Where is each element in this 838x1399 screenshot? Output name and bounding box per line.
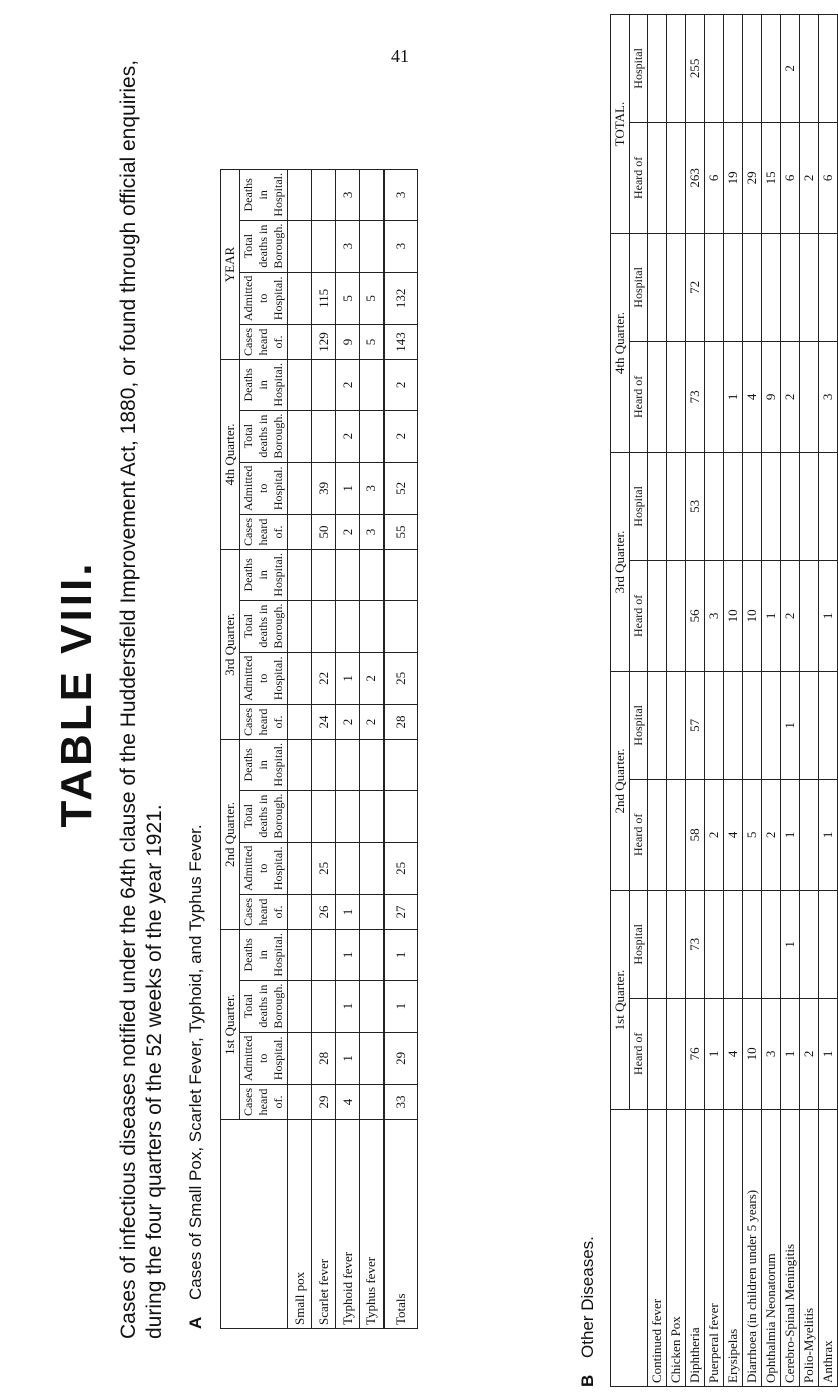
b-group-4: TOTAL. — [611, 15, 630, 234]
table-cell — [667, 779, 686, 890]
table-cell — [360, 600, 384, 652]
table-cell: 5 — [360, 272, 384, 324]
table-cell — [648, 560, 667, 671]
b-group-3: 4th Quarter. — [611, 234, 630, 453]
table-cell — [288, 842, 312, 894]
table-cell — [648, 234, 667, 342]
table-cell: 1 — [384, 930, 418, 981]
table-cell: 25 — [312, 842, 336, 894]
table-cell — [360, 170, 384, 221]
table-cell: 39 — [312, 462, 336, 514]
table-cell: 1 — [336, 462, 360, 514]
row-label: Puerperal fever — [705, 1110, 724, 1387]
table-row — [705, 15, 724, 1387]
a-column-0-0: Cases heard of. — [240, 1085, 288, 1120]
table-cell — [288, 220, 312, 272]
table-cell — [360, 842, 384, 894]
table-cell: 27 — [384, 895, 418, 930]
section-a-label — [186, 824, 206, 1329]
table-cell: 255 — [686, 15, 705, 123]
table-row — [312, 170, 336, 1329]
table-cell — [288, 895, 312, 930]
table-cell: 25 — [384, 842, 418, 894]
a-column-3-3: Deaths in Hospital. — [240, 360, 288, 411]
table-cell: 58 — [686, 779, 705, 890]
table-a-group-header — [221, 170, 240, 1329]
table-cell — [800, 891, 819, 999]
table-cell: 53 — [686, 453, 705, 561]
row-label: Ophthalmia Neonatorum — [762, 1110, 781, 1387]
table-cell: 2 — [360, 652, 384, 704]
table-cell — [724, 672, 743, 780]
table-cell — [288, 360, 312, 411]
table-cell — [800, 341, 819, 452]
table-cell — [743, 234, 762, 342]
table-cell — [336, 740, 360, 791]
table-cell: 2 — [384, 360, 418, 411]
page-number: 41 — [391, 46, 409, 66]
table-cell: 9 — [336, 325, 360, 360]
table-cell — [288, 790, 312, 842]
b-column-2-0: Heard of — [630, 560, 648, 671]
table-cell: 2 — [800, 998, 819, 1109]
heading — [52, 49, 168, 1339]
table-cell — [705, 891, 724, 999]
table-cell — [667, 341, 686, 452]
table-cell — [800, 779, 819, 890]
table-cell — [312, 980, 336, 1032]
b-column-4-1: Hospital — [630, 15, 648, 123]
table-cell — [705, 15, 724, 123]
table-cell — [667, 122, 686, 233]
table-cell — [762, 234, 781, 342]
table-row — [648, 15, 667, 1387]
table-cell: 5 — [360, 325, 384, 360]
table-cell — [705, 453, 724, 561]
table-cell: 1 — [781, 779, 800, 890]
table-cell: 1 — [384, 980, 418, 1032]
table-cell: 3 — [384, 170, 418, 221]
row-label: Small pox — [288, 1120, 312, 1329]
table-cell — [648, 779, 667, 890]
table-row — [819, 15, 838, 1387]
a-group-2: 3rd Quarter. — [221, 550, 240, 740]
table-caption: Cases of infectious diseases notified under the 64th clause of the Huddersfield Improvement Act, 1880, or found through official enquiries, during the four quarters of the 52 weeks of the year 1921. — [117, 59, 166, 1339]
table-cell — [800, 672, 819, 780]
table-cell — [819, 672, 838, 780]
a-group-1: 2nd Quarter. — [221, 740, 240, 930]
table-cell: 132 — [384, 272, 418, 324]
table-cell: 57 — [686, 672, 705, 780]
table-cell — [819, 453, 838, 561]
table-cell — [705, 341, 724, 452]
table-cell — [336, 842, 360, 894]
table-cell: 129 — [312, 325, 336, 360]
table-cell: 2 — [360, 705, 384, 740]
table-cell: 5 — [743, 779, 762, 890]
table-row — [384, 170, 418, 1329]
table-cell: 73 — [686, 341, 705, 452]
table-cell: 9 — [762, 341, 781, 452]
table-row — [288, 170, 312, 1329]
row-label: Anthrax — [819, 1110, 838, 1387]
b-column-0-0: Heard of — [630, 998, 648, 1109]
table-cell: 1 — [336, 895, 360, 930]
table-cell: 15 — [762, 122, 781, 233]
table-cell: 28 — [384, 705, 418, 740]
table-cell: 76 — [686, 998, 705, 1109]
table-cell — [336, 600, 360, 652]
table-cell — [312, 170, 336, 221]
table-cell — [800, 560, 819, 671]
table-cell — [288, 600, 312, 652]
a-column-4-1: Admitted to Hospital. — [240, 272, 288, 324]
row-label: Scarlet fever — [312, 1120, 336, 1329]
table-cell — [336, 790, 360, 842]
table-cell — [312, 930, 336, 981]
table-cell — [360, 1085, 384, 1120]
table-cell: 2 — [781, 341, 800, 452]
table-cell: 73 — [686, 891, 705, 999]
table-cell — [384, 550, 418, 601]
table-cell: 3 — [384, 220, 418, 272]
a-column-0-1: Admitted to Hospital. — [240, 1032, 288, 1084]
a-group-4: YEAR — [221, 170, 240, 360]
row-label: Erysipelas — [724, 1110, 743, 1387]
table-cell: 2 — [705, 779, 724, 890]
table-cell: 2 — [800, 122, 819, 233]
table-cell: 26 — [312, 895, 336, 930]
table-cell: 1 — [724, 341, 743, 452]
table-cell: 3 — [360, 515, 384, 550]
b-group-2: 3rd Quarter. — [611, 453, 630, 672]
table-cell — [288, 740, 312, 791]
table-a-corner — [221, 1120, 288, 1329]
table-cell: 2 — [781, 560, 800, 671]
table-cell — [360, 980, 384, 1032]
table-cell — [360, 790, 384, 842]
table-cell — [312, 740, 336, 791]
a-column-4-3: Deaths in Hospital. — [240, 170, 288, 221]
table-cell — [288, 705, 312, 740]
table-cell — [384, 740, 418, 791]
a-column-4-2: Total deaths in Borough. — [240, 220, 288, 272]
table-cell — [667, 672, 686, 780]
section-b-label — [578, 1236, 598, 1387]
table-cell — [288, 410, 312, 462]
table-cell: 52 — [384, 462, 418, 514]
table-cell: 3 — [705, 560, 724, 671]
table-cell: 2 — [336, 360, 360, 411]
table-cell — [312, 410, 336, 462]
table-cell: 50 — [312, 515, 336, 550]
table-cell: 2 — [336, 410, 360, 462]
table-cell: 10 — [743, 560, 762, 671]
table-cell: 29 — [312, 1085, 336, 1120]
table-cell: 3 — [819, 341, 838, 452]
table-cell — [743, 453, 762, 561]
table-cell — [648, 341, 667, 452]
table-cell — [312, 600, 336, 652]
a-column-2-0: Cases heard of. — [240, 705, 288, 740]
row-label: Typhus fever — [360, 1120, 384, 1329]
table-cell — [819, 15, 838, 123]
table-cell — [360, 360, 384, 411]
table-cell — [762, 672, 781, 780]
table-cell: 22 — [312, 652, 336, 704]
table-title: TABLE VIII. — [52, 560, 101, 828]
table-cell — [288, 1032, 312, 1084]
a-column-1-0: Cases heard of. — [240, 895, 288, 930]
a-column-1-2: Total deaths in Borough. — [240, 790, 288, 842]
table-cell: 263 — [686, 122, 705, 233]
table-b-group-header — [611, 15, 630, 1387]
table-b — [610, 14, 838, 1387]
table-row — [686, 15, 705, 1387]
table-cell — [288, 325, 312, 360]
a-group-0: 1st Quarter. — [221, 930, 240, 1120]
table-cell — [384, 600, 418, 652]
table-cell: 4 — [743, 341, 762, 452]
table-cell — [288, 550, 312, 601]
table-cell — [360, 220, 384, 272]
table-cell: 2 — [762, 779, 781, 890]
table-cell: 33 — [384, 1085, 418, 1120]
table-cell — [312, 360, 336, 411]
table-cell — [705, 234, 724, 342]
table-cell — [336, 550, 360, 601]
a-column-0-3: Deaths in Hospital. — [240, 930, 288, 981]
table-cell: 1 — [819, 779, 838, 890]
table-cell: 3 — [336, 220, 360, 272]
row-label: Chicken Pox — [667, 1110, 686, 1387]
table-cell — [724, 234, 743, 342]
table-cell: 10 — [724, 560, 743, 671]
row-label: Continued fever — [648, 1110, 667, 1387]
table-cell — [743, 672, 762, 780]
table-row — [724, 15, 743, 1387]
table-cell: 56 — [686, 560, 705, 671]
table-row — [781, 15, 800, 1387]
table-cell: 1 — [819, 560, 838, 671]
table-cell — [705, 672, 724, 780]
table-cell: 28 — [312, 1032, 336, 1084]
table-cell: 10 — [743, 998, 762, 1109]
b-column-3-0: Heard of — [630, 341, 648, 452]
table-cell: 2 — [384, 410, 418, 462]
section-a-letter: A — [186, 1316, 205, 1329]
table-cell — [800, 234, 819, 342]
section-b-title: Other Diseases. — [578, 1236, 597, 1358]
table-cell — [360, 930, 384, 981]
table-cell — [648, 891, 667, 999]
table-row — [800, 15, 819, 1387]
row-label: Cerebro-Spinal Meningitis — [781, 1110, 800, 1387]
table-row — [336, 170, 360, 1329]
table-cell — [360, 550, 384, 601]
table-cell — [743, 891, 762, 999]
table-b-corner — [611, 1110, 648, 1387]
table-cell: 1 — [781, 891, 800, 999]
row-label: Diphtheria — [686, 1110, 705, 1387]
b-group-1: 2nd Quarter. — [611, 672, 630, 891]
b-column-4-0: Heard of — [630, 122, 648, 233]
table-cell — [667, 15, 686, 123]
table-cell: 1 — [762, 560, 781, 671]
table-cell — [288, 930, 312, 981]
table-row — [743, 15, 762, 1387]
a-column-1-1: Admitted to Hospital. — [240, 842, 288, 894]
table-cell: 29 — [384, 1032, 418, 1084]
b-column-3-1: Hospital — [630, 234, 648, 342]
table-cell — [648, 672, 667, 780]
table-cell — [288, 1085, 312, 1120]
table-cell — [288, 652, 312, 704]
table-cell — [648, 998, 667, 1109]
table-cell — [648, 122, 667, 233]
table-cell: 24 — [312, 705, 336, 740]
table-row — [667, 15, 686, 1387]
row-label: Diarrhoea (in children under 5 years) — [743, 1110, 762, 1387]
table-cell: 25 — [384, 652, 418, 704]
table-cell: 55 — [384, 515, 418, 550]
section-b-letter: B — [578, 1374, 597, 1387]
a-group-3: 4th Quarter. — [221, 360, 240, 550]
a-column-4-0: Cases heard of. — [240, 325, 288, 360]
b-column-1-1: Hospital — [630, 672, 648, 780]
table-cell: 19 — [724, 122, 743, 233]
table-cell — [288, 515, 312, 550]
table-cell: 6 — [705, 122, 724, 233]
a-column-0-2: Total deaths in Borough. — [240, 980, 288, 1032]
table-cell: 1 — [336, 980, 360, 1032]
table-cell — [781, 234, 800, 342]
table-cell — [667, 234, 686, 342]
table-cell — [648, 453, 667, 561]
table-cell — [360, 1032, 384, 1084]
table-cell — [288, 462, 312, 514]
table-cell — [360, 895, 384, 930]
table-cell: 5 — [336, 272, 360, 324]
table-cell: 1 — [819, 998, 838, 1109]
table-cell: 3 — [336, 170, 360, 221]
a-column-3-0: Cases heard of. — [240, 515, 288, 550]
table-cell: 1 — [336, 930, 360, 981]
table-cell — [762, 891, 781, 999]
table-cell — [312, 790, 336, 842]
a-column-1-3: Deaths in Hospital. — [240, 740, 288, 791]
table-cell — [800, 15, 819, 123]
a-column-2-3: Deaths in Hospital. — [240, 550, 288, 601]
section-a-title: Cases of Small Pox, Scarlet Fever, Typhoid, and Typhus Fever. — [186, 824, 205, 1300]
table-cell — [384, 790, 418, 842]
table-cell — [781, 453, 800, 561]
table-cell — [360, 740, 384, 791]
table-cell — [667, 560, 686, 671]
table-cell: 4 — [336, 1085, 360, 1120]
table-cell: 1 — [705, 998, 724, 1109]
table-cell — [724, 453, 743, 561]
table-cell — [724, 15, 743, 123]
table-cell — [288, 170, 312, 221]
table-cell: 4 — [724, 998, 743, 1109]
table-cell: 3 — [360, 462, 384, 514]
table-cell — [819, 891, 838, 999]
table-cell — [724, 891, 743, 999]
b-column-0-1: Hospital — [630, 891, 648, 999]
row-label: Typhoid fever — [336, 1120, 360, 1329]
table-cell — [288, 272, 312, 324]
a-column-2-1: Admitted to Hospital. — [240, 652, 288, 704]
b-column-1-0: Heard of — [630, 779, 648, 890]
table-cell — [800, 453, 819, 561]
table-cell — [762, 453, 781, 561]
table-cell: 1 — [336, 1032, 360, 1084]
table-a — [220, 169, 418, 1329]
table-cell: 2 — [336, 705, 360, 740]
table-cell — [312, 220, 336, 272]
row-label: Polio-Myelitis — [800, 1110, 819, 1387]
table-cell — [819, 234, 838, 342]
table-cell — [667, 998, 686, 1109]
table-cell — [743, 15, 762, 123]
table-cell: 29 — [743, 122, 762, 233]
table-cell: 72 — [686, 234, 705, 342]
table-cell: 1 — [781, 998, 800, 1109]
table-cell — [667, 453, 686, 561]
table-cell — [360, 410, 384, 462]
a-column-3-2: Total deaths in Borough. — [240, 410, 288, 462]
table-cell — [312, 550, 336, 601]
table-cell: 115 — [312, 272, 336, 324]
a-column-2-2: Total deaths in Borough. — [240, 600, 288, 652]
table-row — [762, 15, 781, 1387]
table-cell: 6 — [819, 122, 838, 233]
a-column-3-1: Admitted to Hospital. — [240, 462, 288, 514]
table-cell: 143 — [384, 325, 418, 360]
table-cell: 2 — [336, 515, 360, 550]
table-cell — [648, 15, 667, 123]
row-label: Totals — [384, 1120, 418, 1329]
table-cell: 1 — [336, 652, 360, 704]
table-cell — [667, 891, 686, 999]
table-cell — [288, 980, 312, 1032]
table-cell: 3 — [762, 998, 781, 1109]
table-row — [360, 170, 384, 1329]
b-column-2-1: Hospital — [630, 453, 648, 561]
table-cell: 1 — [781, 672, 800, 780]
b-group-0: 1st Quarter. — [611, 891, 630, 1110]
table-cell — [762, 15, 781, 123]
table-cell: 2 — [781, 15, 800, 123]
table-cell: 4 — [724, 779, 743, 890]
table-cell: 6 — [781, 122, 800, 233]
